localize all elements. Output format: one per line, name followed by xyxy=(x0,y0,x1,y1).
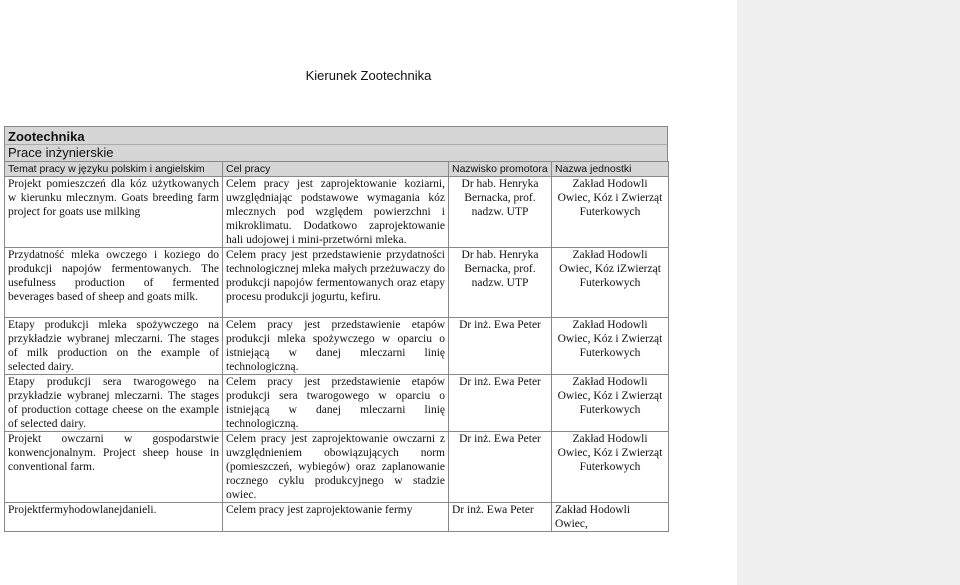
supervisor-cell: Dr inż. Ewa Peter xyxy=(449,318,552,375)
unit-cell: Zakład Hodowli Owiec, Kóz i Zwierząt Futerkowych xyxy=(552,432,669,503)
goal-cell: Celem pracy jest przedstawienie etapów produkcji sera twarogowego w oparciu o istniejącą w danej mleczarni linię technologiczną. xyxy=(223,375,449,432)
unit-cell: Zakład Hodowli Owiec, Kóz i Zwierząt Futerkowych xyxy=(552,177,669,248)
supervisor-cell: Dr hab. Henryka Bernacka, prof. nadzw. UTP xyxy=(449,177,552,248)
unit-cell: Zakład Hodowli Owiec, xyxy=(552,503,669,532)
table-row xyxy=(5,248,669,318)
topic-cell: Etapy produkcji mleka spożywczego na przykładzie wybranej mleczarni. The stages of milk production on the example of selected dairy. xyxy=(5,318,223,375)
goal-cell: Celem pracy jest zaprojektowanie fermy xyxy=(223,503,449,532)
unit-cell: Zakład Hodowli Owiec, Kóz i Zwierząt Futerkowych xyxy=(552,318,669,375)
table-row xyxy=(5,375,669,432)
thesis-grid xyxy=(4,161,669,532)
column-header-goal: Cel pracy xyxy=(223,162,449,177)
column-header-row xyxy=(5,162,669,177)
topic-cell: Projekt owczarni w gospodarstwie konwencjonalnym. Project sheep house in conventional farm. xyxy=(5,432,223,503)
thesis-table xyxy=(4,126,668,532)
goal-cell: Celem pracy jest przedstawienie etapów produkcji mleka spożywczego w oparciu o istniejącą w danej mleczarni linię technologiczną. xyxy=(223,318,449,375)
supervisor-cell: Dr inż. Ewa Peter xyxy=(449,503,552,532)
column-header-supervisor: Nazwisko promotora xyxy=(449,162,552,177)
supervisor-cell: Dr inż. Ewa Peter xyxy=(449,432,552,503)
column-header-unit: Nazwa jednostki xyxy=(552,162,669,177)
table-row xyxy=(5,318,669,375)
unit-cell: Zakład Hodowli Owiec, Kóz iZwierząt Futerkowych xyxy=(552,248,669,318)
supervisor-cell: Dr inż. Ewa Peter xyxy=(449,375,552,432)
table-header-block xyxy=(4,126,668,161)
table-row xyxy=(5,432,669,503)
goal-cell: Celem pracy jest zaprojektowanie koziarni, uwzględniając podstawowe wymagania kóz mlecznych pod względem powierzchni i mikroklimatu. Dodatkowo zaprojektowanie hali udojowej i mini-przetwórni mleka. xyxy=(223,177,449,248)
topic-cell: Etapy produkcji sera twarogowego na przykładzie wybranej mleczarni. The stages of production cottage cheese on the example of selected dairy. xyxy=(5,375,223,432)
table-row xyxy=(5,177,669,248)
goal-cell: Celem pracy jest zaprojektowanie owczarni z uwzględnieniem obowiązujących norm (pomieszczeń, wybiegów) oraz zaplanowanie rocznego cyklu produkcyjnego w stadzie owiec. xyxy=(223,432,449,503)
topic-cell: Projektfermyhodowlanejdanieli. xyxy=(5,503,223,532)
topic-cell: Projekt pomieszczeń dla kóz użytkowanych w kierunku mlecznym. Goats breeding farm project for goats use milking xyxy=(5,177,223,248)
supervisor-cell: Dr hab. Henryka Bernacka, prof. nadzw. UTP xyxy=(449,248,552,318)
section-title: Zootechnika xyxy=(8,129,85,144)
unit-cell: Zakład Hodowli Owiec, Kóz i Zwierząt Futerkowych xyxy=(552,375,669,432)
column-header-topic: Temat pracy w języku polskim i angielskim xyxy=(5,162,223,177)
page-title: Kierunek Zootechnika xyxy=(305,68,432,83)
table-row xyxy=(5,503,669,532)
section-subtitle: Prace inżynierskie xyxy=(5,144,667,161)
goal-cell: Celem pracy jest przedstawienie przydatności technologicznej mleka małych przeżuwaczy do produkcji napojów fermentowanych oraz etapy procesu produkcji jogurtu, kefiru. xyxy=(223,248,449,318)
topic-cell: Przydatność mleka owczego i koziego do produkcji napojów fermentowanych. The usefulness production of fermented beverages based of sheep and goats milk. xyxy=(5,248,223,318)
right-side-panel xyxy=(737,0,960,585)
